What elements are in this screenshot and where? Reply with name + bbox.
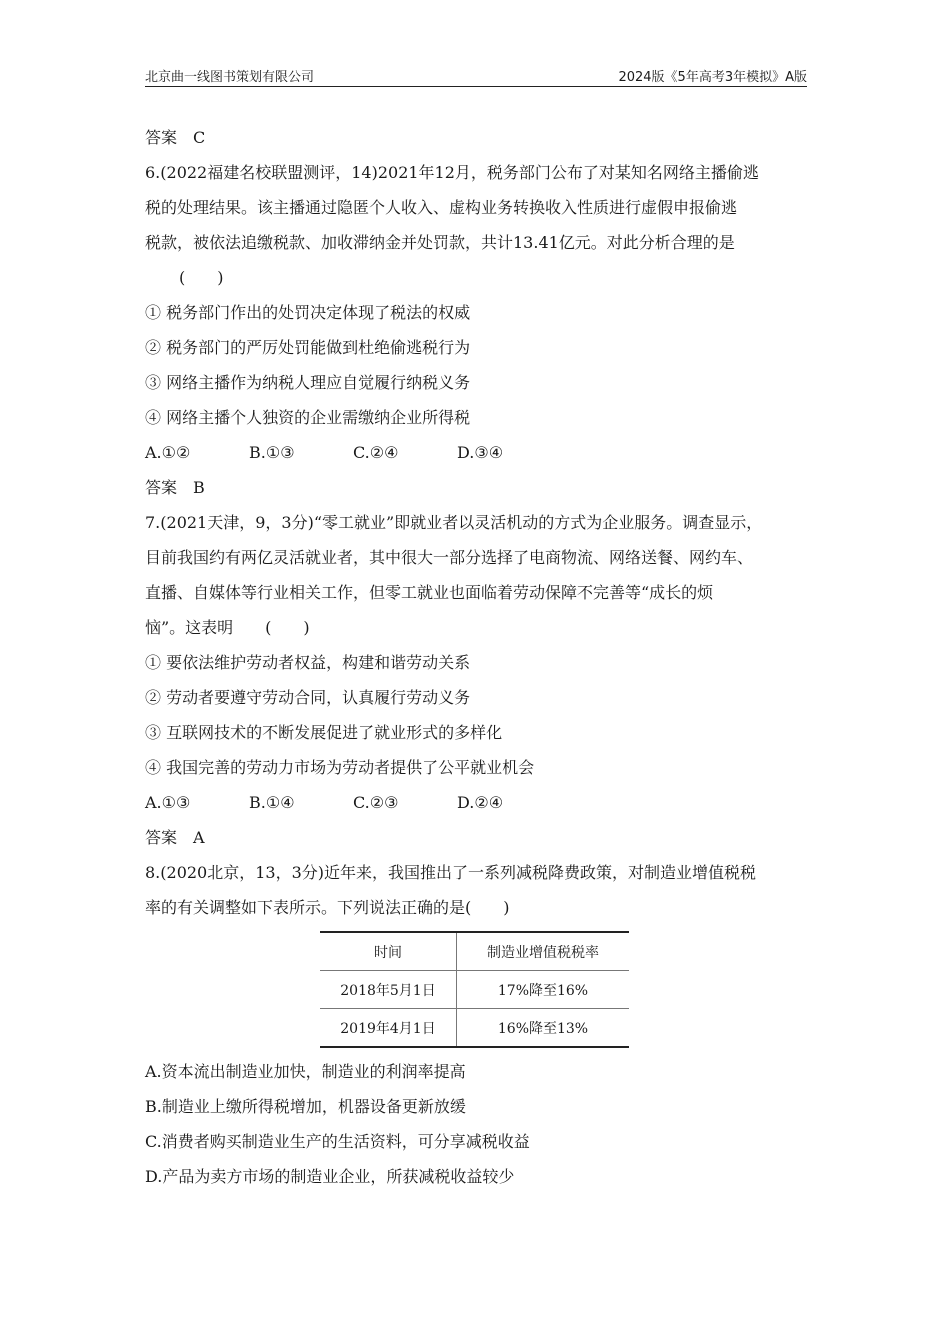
book-title: 2024版《5年高考3年模拟》A版 [618, 70, 807, 85]
q8-stem-line: 8.(2020北京，13，3分)近年来，我国推出了一系列减税降费政策，对制造业增值税税 [145, 863, 757, 882]
q7-choice-d: D.②④ [457, 793, 504, 812]
document-body [145, 120, 810, 1194]
q8-option-b: B.制造业上缴所得税增加，机器设备更新放缓 [145, 1097, 466, 1116]
q7-statement: ③ 互联网技术的不断发展促进了就业形式的多样化 [145, 723, 503, 742]
q7-stem-line: 目前我国约有两亿灵活就业者，其中很大一部分选择了电商物流、网络送餐、网约车、 [145, 548, 754, 567]
q6-choices [145, 435, 810, 470]
table-row [320, 971, 629, 1009]
vat-rate-table [320, 931, 629, 1048]
q6-stem-line: 税的处理结果。该主播通过隐匿个人收入、虚构业务转换收入性质进行虚假申报偷逃 [145, 198, 738, 217]
table-cell-rate: 17%降至16% [457, 971, 630, 1009]
table-cell-rate: 16%降至13% [457, 1009, 630, 1048]
q7-statement: ② 劳动者要遵守劳动合同，认真履行劳动义务 [145, 688, 471, 707]
q6-answer: 答案 B [145, 478, 205, 497]
q7-choice-c: C.②③ [353, 793, 399, 812]
q6-statement: ② 税务部门的严厉处罚能做到杜绝偷逃税行为 [145, 338, 471, 357]
table-header-rate: 制造业增值税税率 [457, 932, 630, 971]
q6-statement: ④ 网络主播个人独资的企业需缴纳企业所得税 [145, 408, 471, 427]
table-cell-date: 2019年4月1日 [320, 1009, 457, 1048]
q6-choice-a: A.①② [145, 443, 191, 462]
q8-option-d: D.产品为卖方市场的制造业企业，所获减税收益较少 [145, 1167, 515, 1186]
q7-statement: ④ 我国完善的劳动力市场为劳动者提供了公平就业机会 [145, 758, 535, 777]
q7-choices [145, 785, 810, 820]
q8-stem-line: 率的有关调整如下表所示。下列说法正确的是( ) [145, 898, 510, 917]
q8-option-a: A.资本流出制造业加快，制造业的利润率提高 [145, 1062, 466, 1081]
q7-answer: 答案 A [145, 828, 205, 847]
q6-answer-blank: ( ) [179, 268, 224, 287]
q6-stem-line: 税款，被依法追缴税款、加收滞纳金并处罚款，共计13.41亿元。对此分析合理的是 [145, 233, 735, 252]
q6-choice-b: B.①③ [249, 443, 295, 462]
q6-choice-c: C.②④ [353, 443, 399, 462]
q6-statement: ③ 网络主播作为纳税人理应自觉履行纳税义务 [145, 373, 471, 392]
q6-choice-d: D.③④ [457, 443, 504, 462]
table-header-time: 时间 [320, 932, 457, 971]
q7-stem-line: 直播、自媒体等行业相关工作，但零工就业也面临着劳动保障不完善等“成长的烦 [145, 583, 714, 602]
table-cell-date: 2018年5月1日 [320, 971, 457, 1009]
publisher-name: 北京曲一线图书策划有限公司 [145, 70, 315, 85]
table-row [320, 1009, 629, 1048]
q7-stem-line: 7.(2021天津，9，3分)“零工就业”即就业者以灵活机动的方式为企业服务。调查显示， [145, 513, 763, 532]
q8-option-c: C.消费者购买制造业生产的生活资料，可分享减税收益 [145, 1132, 530, 1151]
page-header [145, 66, 807, 87]
q6-stem-line: 6.(2022福建名校联盟测评，14)2021年12月，税务部门公布了对某知名网络主播偷逃 [145, 163, 759, 182]
q7-stem-line: 恼”。这表明 ( ) [145, 618, 310, 637]
q5-answer: 答案 C [145, 128, 206, 147]
q7-statement: ① 要依法维护劳动者权益，构建和谐劳动关系 [145, 653, 471, 672]
q7-choice-a: A.①③ [145, 793, 191, 812]
q7-choice-b: B.①④ [249, 793, 295, 812]
q6-statement: ① 税务部门作出的处罚决定体现了税法的权威 [145, 303, 471, 322]
